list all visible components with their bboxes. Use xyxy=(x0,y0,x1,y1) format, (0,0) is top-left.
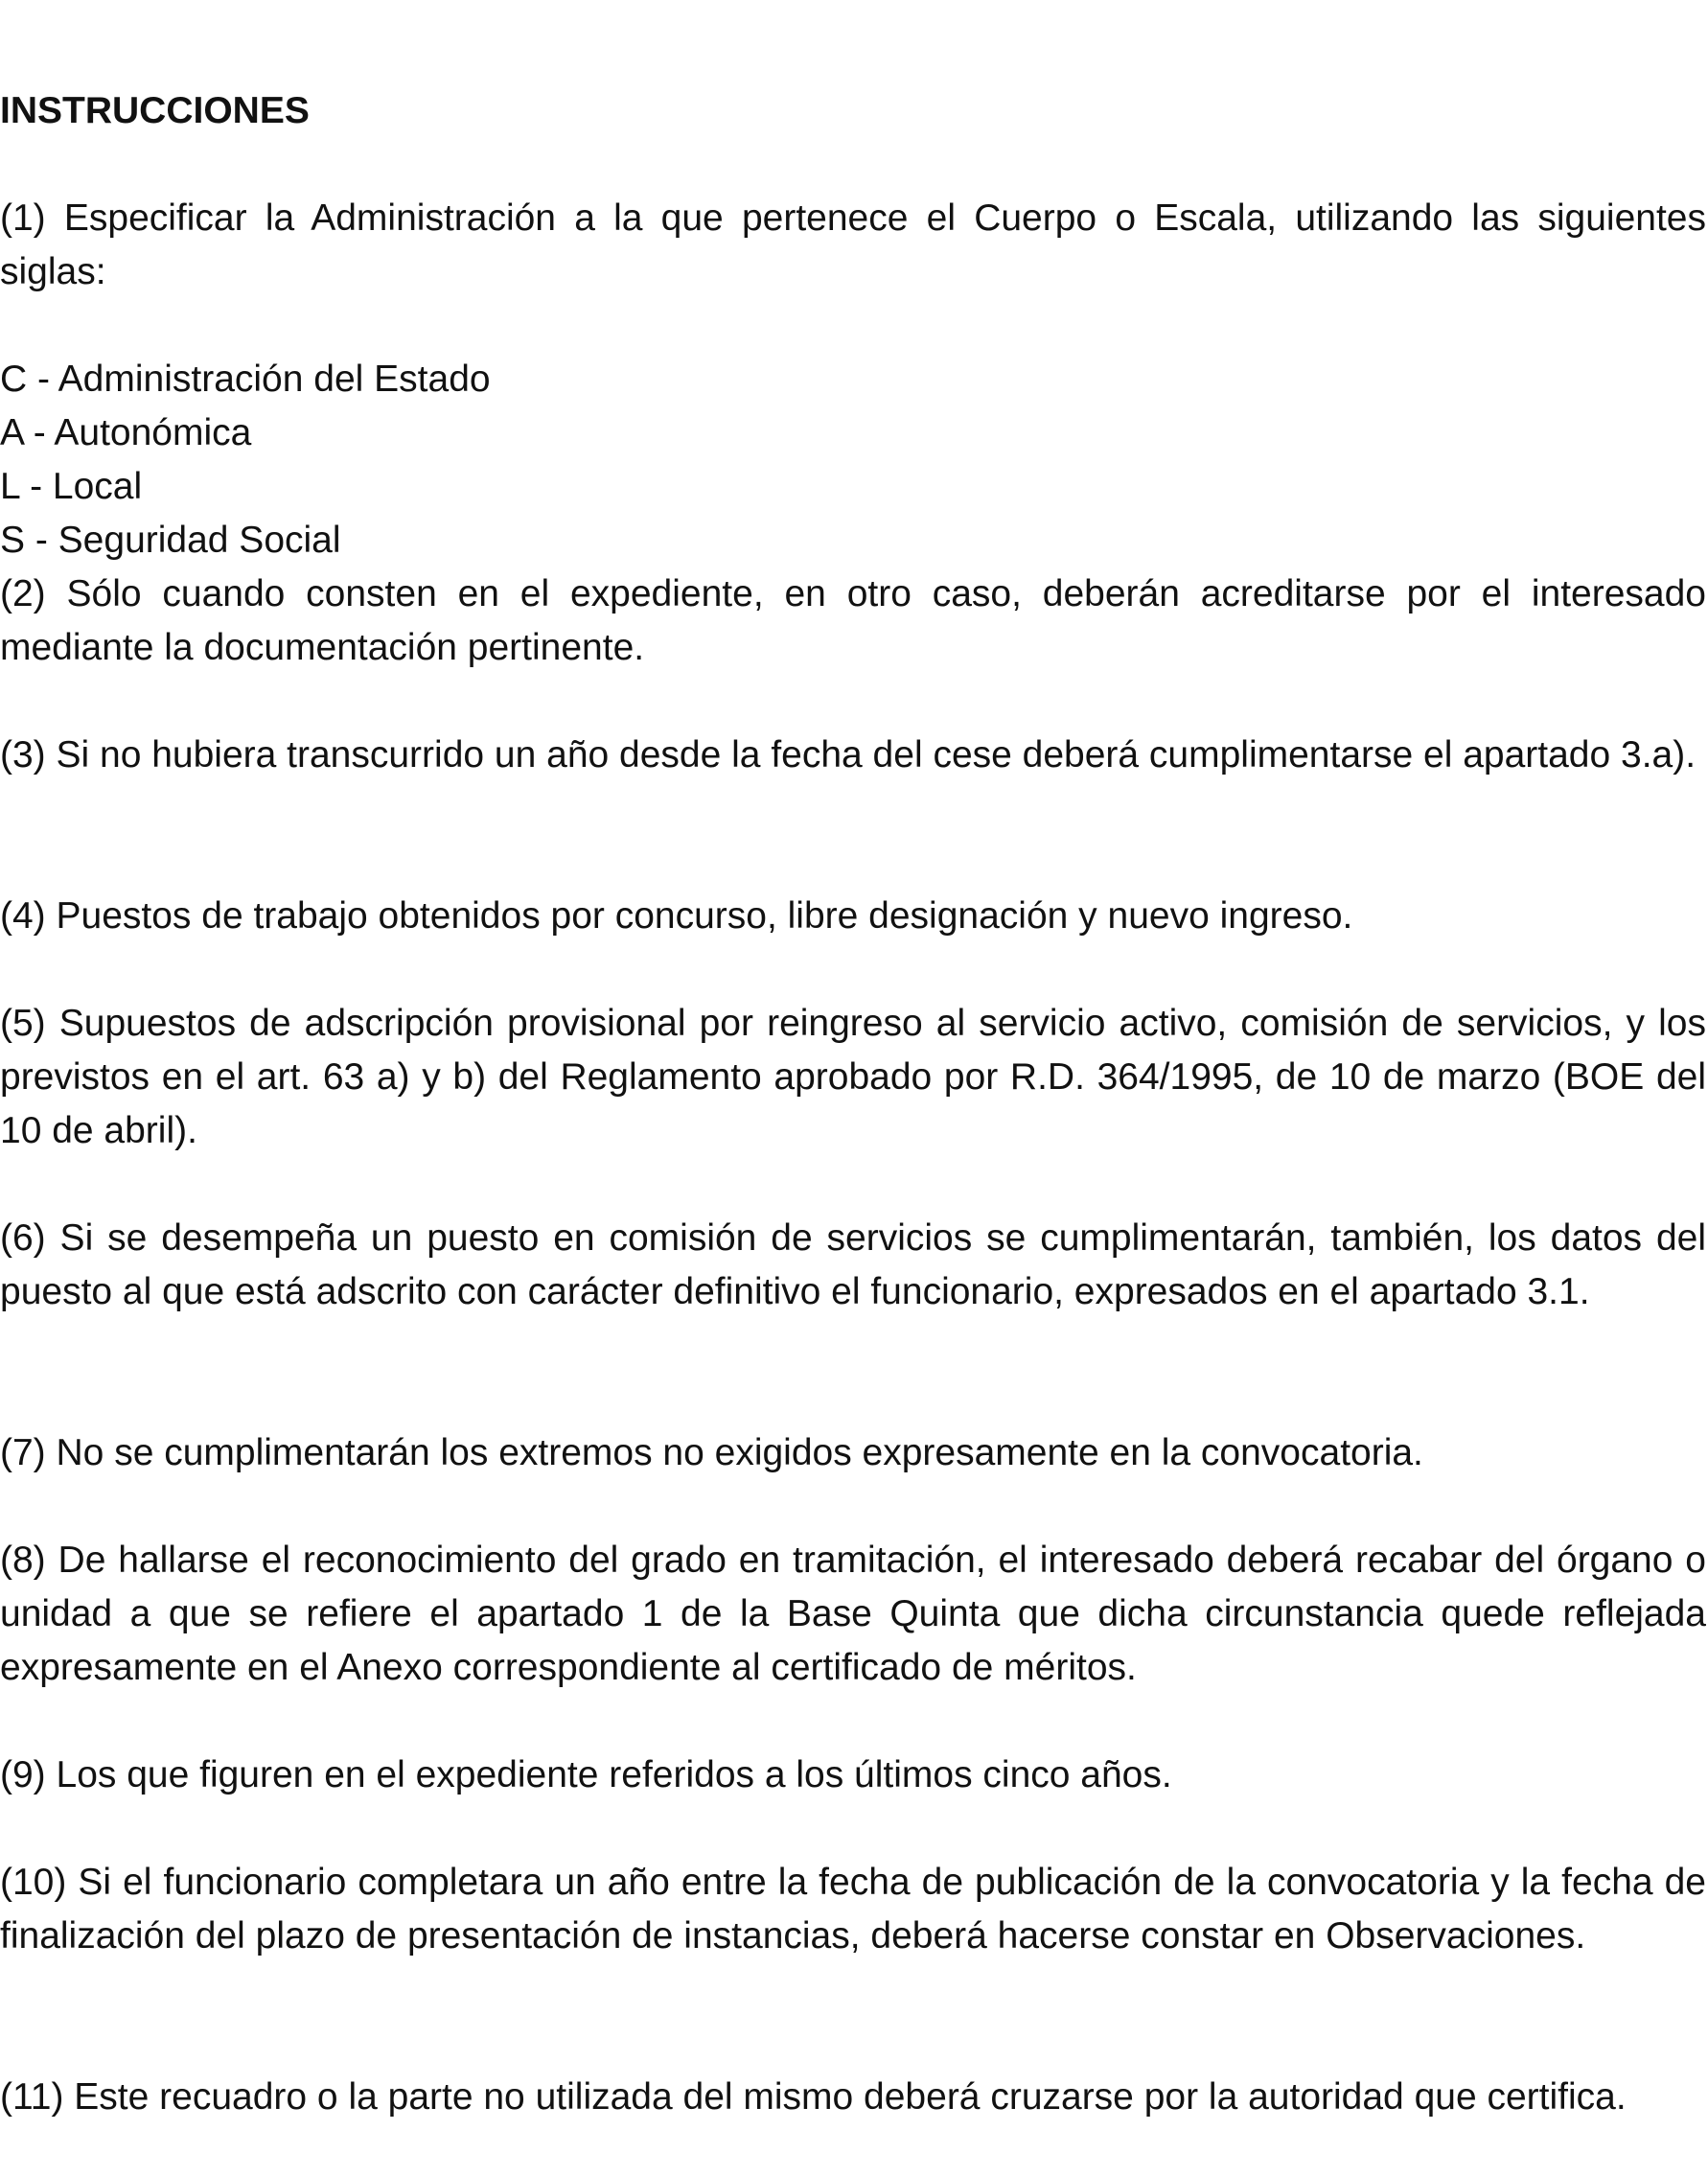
note-3: (3) Si no hubiera transcurrido un año desde la fecha del cese deberá cumplimentarse el apartado 3.a). xyxy=(0,734,1696,776)
note-4: (4) Puestos de trabajo obtenidos por concurso, libre designación y nuevo ingreso. xyxy=(0,895,1353,937)
note-5: (5) Supuestos de adscripción provisional por reingreso al servicio activo, comisión de servicios, y los previstos en el art. 63 a) y b) del Reglamento aprobado por R.D. 364/1995, de 10 de marzo (BOE del 10 de abril). xyxy=(0,1003,1706,1151)
sigla-a: A - Autonómica xyxy=(0,412,252,453)
note-1: (1) Especificar la Administración a la que pertenece el Cuerpo o Escala, utilizando las siguientes siglas: xyxy=(0,197,1706,292)
note-9: (9) Los que figuren en el expediente referidos a los últimos cinco años. xyxy=(0,1754,1172,1795)
note-7: (7) No se cumplimentarán los extremos no exigidos expresamente en la convocatoria. xyxy=(0,1432,1423,1473)
note-6: (6) Si se desempeña un puesto en comisión de servicios se cumplimentarán, también, los datos del puesto al que está adscrito con carácter definitivo el funcionario, expresados en el apartado 3.1. xyxy=(0,1217,1706,1312)
note-8: (8) De hallarse el reconocimiento del grado en tramitación, el interesado deberá recabar del órgano o unidad a que se refiere el apartado 1 de la Base Quinta que dicha circunstancia quede reflejada expresamente en el Anexo correspondiente al certificado de méritos. xyxy=(0,1540,1706,1688)
sigla-s: S - Seguridad Social xyxy=(0,520,341,561)
sigla-l: L - Local xyxy=(0,466,143,507)
page-title: INSTRUCCIONES xyxy=(0,90,310,131)
note-10: (10) Si el funcionario completara un año entre la fecha de publicación de la convocatoria y la fecha de finalización del plazo de presentación de instancias, deberá hacerse constar en Observaciones. xyxy=(0,1862,1706,1957)
sigla-c: C - Administración del Estado xyxy=(0,359,491,400)
note-2: (2) Sólo cuando consten en el expediente, en otro caso, deberán acreditarse por el interesado mediante la documentación pertinente. xyxy=(0,573,1706,668)
note-11: (11) Este recuadro o la parte no utilizada del mismo deberá cruzarse por la autoridad que certifica. xyxy=(0,2076,1627,2118)
